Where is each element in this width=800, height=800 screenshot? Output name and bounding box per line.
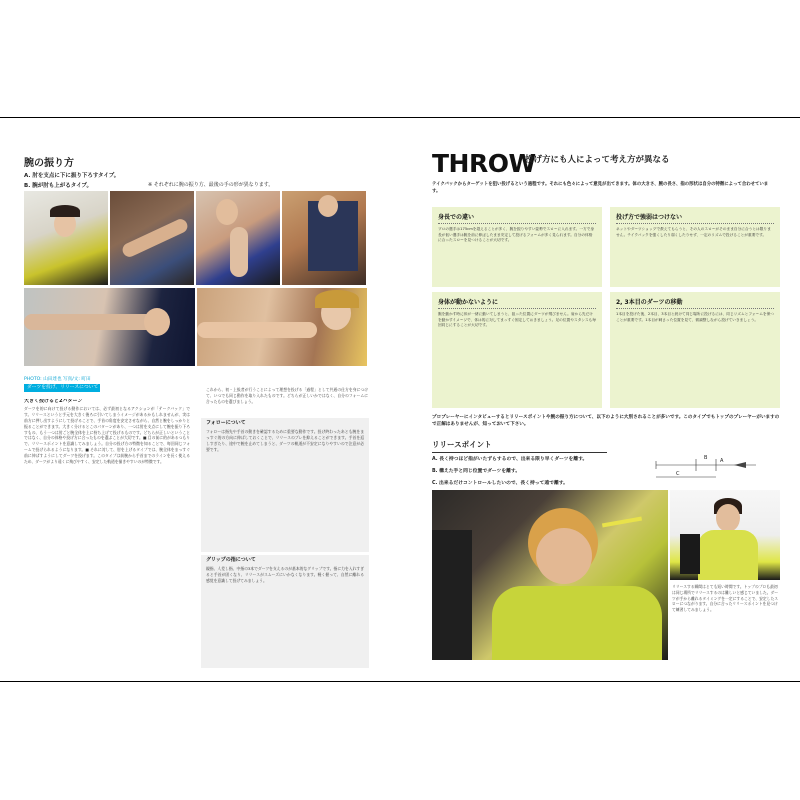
tip-box-body (432, 292, 602, 408)
left-column-text (24, 399, 190, 669)
photo-caption: リリースする瞬間はとても短い時間です。トップのプロも最初は同じ場所でリリースするのは難しいと感じていました。ダーツが手から離れるタイミングを一定にすることで、安定したスローにつながります。自分に合ったリリースポイントを見つけて練習してみましょう。 (672, 584, 779, 613)
diagram-label-b: B (704, 455, 708, 461)
tip-height-title: 身長での違い (438, 214, 475, 221)
magazine-spread (0, 117, 800, 682)
follow-heading: フォローについて (206, 420, 246, 426)
arm-photo-4 (282, 191, 366, 285)
release-c: C. 出来るだけコントロールしたいので、長く持って遠で離す。 (432, 481, 568, 486)
follow-body: フォローは指先や手首の動きを確認するために重要な動作です。投げ終わったあとも腕をまっすぐ的の方向に伸ばしておくことで、リリースのブレを抑えることができます。手首を返しすぎたり、途中で腕を止めてしまうと、ダーツの軌道が不安定になりやすいので注意が必要です。 (206, 428, 364, 452)
release-a: A. 長く持つほど指がいたずらするので、出来る限り早くダーツを離す。 (432, 457, 588, 462)
grip-heading: グリップの指について (206, 557, 256, 563)
left-page (0, 118, 400, 682)
sub-heading-bar (24, 384, 100, 392)
tip-box-height (432, 207, 602, 287)
arm-photo-2 (110, 191, 194, 285)
tip-box-darts-move (610, 292, 780, 408)
grip-box (201, 555, 369, 668)
tip-darts-text: 1本目を投げた後、2本目、3本目と続けて同じ場所に投げるには、同じリズムとフォームを保つことが重要です。1本目が刺さった位置を見て、微調整しながら投げていきましょう。 (616, 312, 774, 322)
throw-title: THROW (432, 149, 536, 178)
right-page (400, 118, 800, 682)
arm-throw-photo-5 (24, 288, 195, 366)
throw-intro: テイクバックからターゲットを狙い投げるという過程です。それにも色々によって意見が出てきます。体の大きさ、腕の長さ、指の形状は自分の特徴によって合わせています。 (432, 182, 769, 194)
follow-box (201, 418, 369, 552)
throw-subtitle: 投げ方にも人によって考え方が異なる (525, 155, 670, 165)
sub-heading-text: ダーツを投げ、リリースについて (27, 385, 99, 390)
diagram-label-c: C (676, 471, 680, 477)
diagram-label-a: A (720, 458, 724, 464)
pro-advice: プロプレーヤーにインタビューするとリリースポイントや腕の振り方について、以下のように大別されることが多いです。このタイプでもトップのプレーヤーがいますので正解はありませんが、知っておいて下さい。 (432, 415, 780, 428)
release-b: B. 構えた手と同じ位置でダーツを離す。 (432, 469, 521, 474)
col1-heading: 大きく投げると2パターン (24, 399, 83, 404)
tip-body-text: 腕を動かす時に体が一緒に動いてしまうと、狙った位置にダーツが飛びません。肩から先だけを動かすイメージで、体は的に対してまっすぐ固定しておきましょう。足の位置やスタンスも毎回同じにすることが大切です。 (438, 312, 596, 328)
arm-throw-photo-6 (197, 288, 367, 366)
tip-box-strength (610, 207, 780, 287)
divider (616, 308, 774, 309)
arm-swing-title: 腕の振り方 (24, 158, 74, 169)
release-point-title: リリースポイント (432, 439, 607, 453)
player-throw-photo (432, 490, 668, 660)
col2-intro: これから、初・上級者が行うことによって理想を投げる「過程」として共通の仕方を身につけて、いつでも同じ動作を取り入れたものです。どちらが正しいかではなく、自分のフォームに合ったものを選びましょう。 (206, 387, 368, 404)
release-diagram (646, 455, 761, 487)
arm-photo-3 (196, 191, 280, 285)
tip-strength-title: 投げ方で強弱はつけない (616, 214, 683, 221)
divider (438, 308, 596, 309)
tip-body-title: 身体が動かないように (438, 299, 499, 306)
sub-caption: PHOTO: 山田達也 写真/文: 町田 (24, 377, 91, 382)
player-photo-1 (24, 191, 108, 285)
col1-body: ダーツを的に向けて投げる動作においては、必ず最初となるアクションが「テークバック」です。リリースというと手元を大きく後ろに引いてしまうイメージがあるかもしれませんが、実は前方に押し出すようにして投げることで、手首の角度を安定させながら、自然と腕をしっかりと振ることができます。大きく分けるとこのパターンがあり、一つは肘を支点にして腕を振り下ろすもの、もう一つは肘ごと腕全体を上に持ち上げて投げるものです。どちらが正しいということではなく、自分の体格や投げ方に合ったものを選ぶことが大切です。■ 目の前に的があるつもりで、リリースポイントを意識してみましょう。自分の投げ方の特徴を知ることで、毎回同じフォームで投げられるようになります。■ それに対して、肘を上げるタイプでは、腕全体をまっすぐ前に伸ばすようにしてダーツを投げます。このタイプは前腕から手首までのラインを長く使えるため、ダーツがより遠くに飛びやすく、安定した軌道を描きやすいのが特徴です。 (24, 405, 190, 465)
player-profile-photo (670, 490, 780, 580)
grip-body: 親指、人差し指、中指の3本でダーツを支えるのが基本的なグリップです。指に力を入れすぎると手首が固くなり、リリースがスムーズにいかなくなります。軽く握って、自然に離れる感覚を意識して投げてみましょう。 (206, 565, 364, 583)
arm-type-a: A. 肘を支点に下に振り下ろすタイプ。 (24, 173, 120, 179)
tip-darts-title: 2, 3本目のダーツの移動 (616, 299, 683, 306)
divider (616, 223, 774, 224)
tip-strength-text: ネットやダーツショップで教えてもらうと、その人のスローがそのまま自分に合うとは限りません。テイクバックを強くしたり弱くしたりせず、一定のリズムで投げることが重要です。 (616, 227, 771, 237)
tip-height-text: プロの選手は175cmを超えることが多く、腕を振りやすい姿勢でスローに入れます。一方で身長が低い選手は腕を前に伸ばしたまま安定して投げるフォームが多く見られます。自分の体格に合ったスローを見つけることが大切です。 (438, 227, 595, 243)
arm-type-b: B. 腕が肘も上がるタイプ。 (24, 183, 92, 189)
divider (438, 223, 596, 224)
arm-note: ※ それぞれに腕の振り方、最後の手の形が異なります。 (148, 182, 274, 188)
